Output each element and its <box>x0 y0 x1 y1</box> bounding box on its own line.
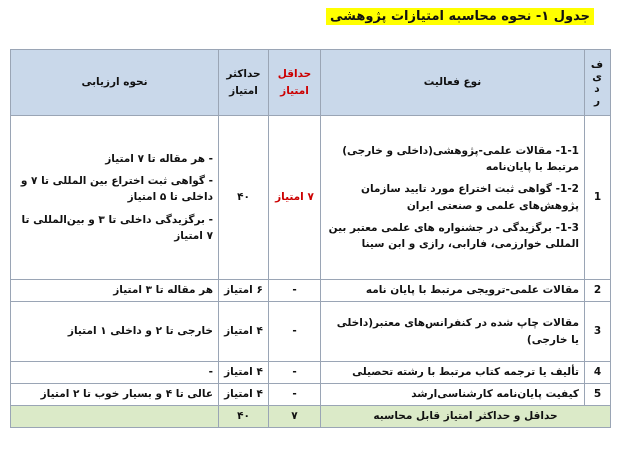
evaluation-cell: هر مقاله تا ۳ امتیاز <box>11 280 219 302</box>
table-row <box>11 280 611 302</box>
table-row <box>11 362 611 384</box>
activity-item: 1-3- برگزیدگی در جشنواره های علمی معتبر بین المللی خوارزمی، فارابی، رازی و ابن سینا <box>328 221 579 251</box>
activity-cell: مقالات چاپ شده در کنفرانس‌های معتبر(داخلی یا خارجی) <box>321 302 585 362</box>
min-score-cell: - <box>269 362 321 384</box>
activity-cell <box>321 116 585 280</box>
row-number: 1 <box>585 116 611 280</box>
total-row <box>11 406 611 428</box>
min-score-cell: - <box>269 280 321 302</box>
max-score-cell: ۴ امتیاز <box>219 362 269 384</box>
activity-cell: مقالات علمی-ترویجی مرتبط با پایان نامه <box>321 280 585 302</box>
evaluation-item: - برگزیدگی داخلی تا ۳ و بین‌المللی تا ۷ امتیاز <box>21 213 213 242</box>
row-number: 5 <box>585 384 611 406</box>
evaluation-item: - گواهی ثبت اختراع بین المللی تا ۷ و داخلی تا ۵ امتیاز <box>20 175 213 204</box>
header-max-score: حداکثر امتیاز <box>219 50 269 116</box>
total-min: ۷ <box>269 406 321 428</box>
table-row <box>11 116 611 280</box>
row-number: 3 <box>585 302 611 362</box>
table-caption: جدول ۱- نحوه محاسبه امتیازات پژوهشی <box>326 8 594 25</box>
max-score-cell: ۴۰ <box>219 116 269 280</box>
total-max: ۴۰ <box>219 406 269 428</box>
max-score-cell: ۴ امتیاز <box>219 384 269 406</box>
min-score-cell: - <box>269 384 321 406</box>
min-score-cell: ۷ امتیاز <box>269 116 321 280</box>
row-number: 2 <box>585 280 611 302</box>
evaluation-cell: خارجی تا ۲ و داخلی ۱ امتیاز <box>11 302 219 362</box>
max-score-cell: ۶ امتیاز <box>219 280 269 302</box>
total-label: حداقل و حداکثر امتیاز قابل محاسبه <box>321 406 611 428</box>
activity-item: 1-1- مقالات علمی-پژوهشی(داخلی و خارجی) مرتبط با پایان‌نامه <box>342 144 579 173</box>
activity-cell: تألیف یا ترجمه کتاب مرتبط با رشته تحصیلی <box>321 362 585 384</box>
evaluation-cell: عالی تا ۴ و بسیار خوب تا ۲ امتیاز <box>11 384 219 406</box>
row-number: 4 <box>585 362 611 384</box>
min-score-cell: - <box>269 302 321 362</box>
activity-cell: کیفیت پایان‌نامه کارشناسی‌ارشد <box>321 384 585 406</box>
scoring-table <box>10 49 611 428</box>
max-score-cell: ۴ امتیاز <box>219 302 269 362</box>
total-evaluation <box>11 406 219 428</box>
header-evaluation: نحوه ارزیابی <box>11 50 219 116</box>
table-row <box>11 302 611 362</box>
header-activity: نوع فعالیت <box>321 50 585 116</box>
evaluation-cell <box>11 116 219 280</box>
activity-item: 1-2- گواهی ثبت اختراع مورد تایید سازمان پژوهش‌های علمی و صنعتی ایران <box>361 183 579 212</box>
table-row <box>11 384 611 406</box>
header-min-score: حداقل امتیاز <box>269 50 321 116</box>
header-row-number: ردیف <box>585 50 611 116</box>
evaluation-item: - هر مقاله تا ۷ امتیاز <box>105 152 213 165</box>
evaluation-cell: - <box>11 362 219 384</box>
